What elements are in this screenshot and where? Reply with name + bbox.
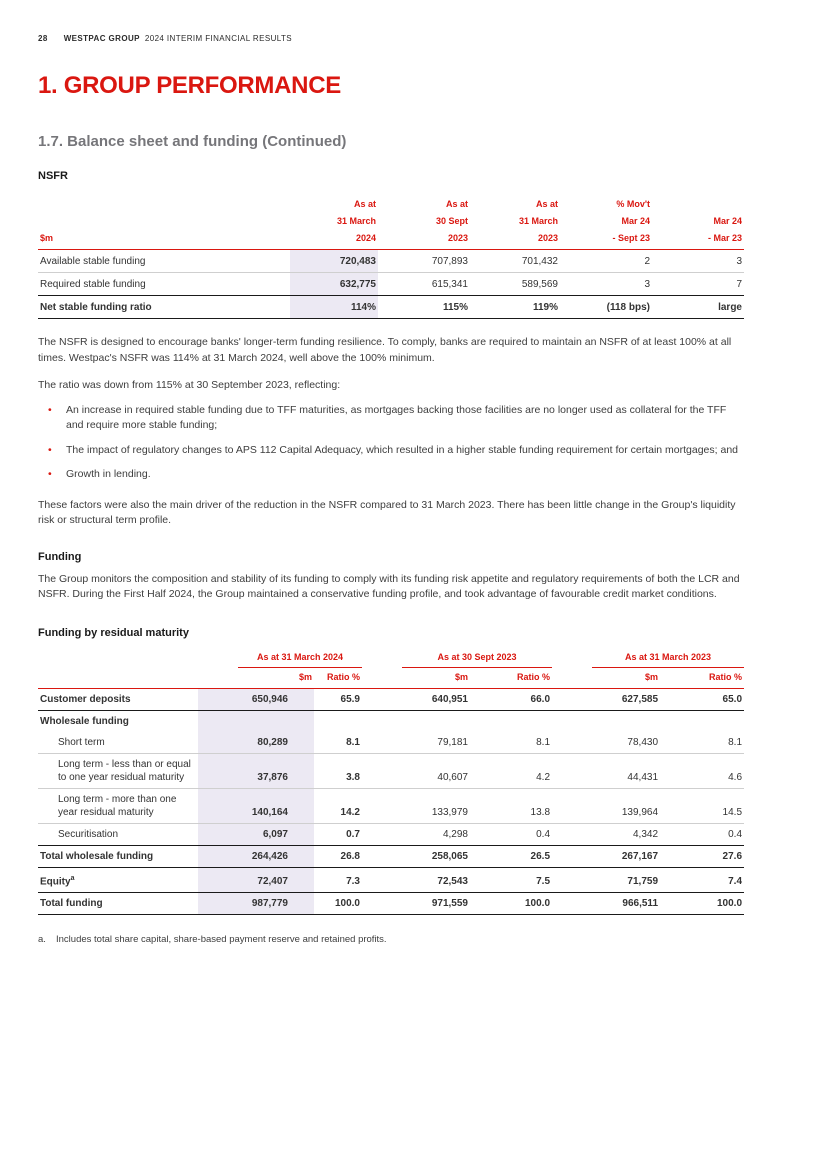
value-cell: 3 bbox=[736, 255, 742, 267]
list-item bbox=[38, 467, 744, 483]
value-cell: 139,964 bbox=[621, 806, 659, 818]
footnote-marker: a bbox=[70, 874, 75, 882]
value-cell: 0.4 bbox=[536, 828, 551, 840]
value-cell: 100.0 bbox=[334, 897, 360, 909]
total-row bbox=[38, 845, 744, 867]
value-cell: 0.4 bbox=[728, 828, 743, 840]
empty-header-cell bbox=[38, 213, 290, 230]
value-cell: 8.1 bbox=[346, 736, 360, 748]
empty-cell bbox=[470, 710, 552, 732]
value-cell: 7.4 bbox=[728, 875, 743, 887]
value-cell: 650,946 bbox=[198, 688, 314, 710]
col-header: 31 March bbox=[336, 216, 376, 226]
value-cell: 4,298 bbox=[442, 828, 468, 840]
sub-header: Ratio % bbox=[709, 671, 743, 682]
value-cell: 4.6 bbox=[728, 771, 743, 783]
value-cell: 115% bbox=[442, 301, 468, 313]
empty-cell bbox=[552, 710, 660, 732]
nsfr-heading: NSFR bbox=[38, 170, 68, 182]
table-row bbox=[38, 688, 744, 710]
nsfr-paragraph-2: The ratio was down from 115% at 30 September 2023, reflecting: bbox=[38, 379, 341, 391]
col-header: - Mar 23 bbox=[707, 233, 742, 243]
value-cell: 0.7 bbox=[346, 828, 360, 840]
value-cell: 100.0 bbox=[524, 897, 551, 909]
row-label: Available stable funding bbox=[40, 255, 146, 267]
section-header-row bbox=[38, 710, 744, 732]
sub-header: Ratio % bbox=[326, 671, 360, 682]
value-cell: 44,431 bbox=[627, 771, 659, 783]
col-header: 2024 bbox=[355, 233, 376, 243]
nsfr-paragraph-3: These factors were also the main driver of the reduction in the NSFR compared to 31 March 2023. There has been little change in the Group's liquidity risk or structural term profile. bbox=[38, 498, 736, 526]
row-label: Long term - less than or equal to one year residual maturity bbox=[58, 758, 191, 783]
sub-header: Ratio % bbox=[517, 671, 551, 682]
table-row bbox=[38, 250, 744, 273]
value-cell: 267,167 bbox=[621, 850, 659, 862]
value-cell: 627,585 bbox=[621, 693, 659, 705]
nsfr-table bbox=[38, 196, 744, 319]
sub-header: $m bbox=[454, 671, 468, 682]
group-header-label: As at 31 March 2024 bbox=[238, 649, 362, 668]
value-cell: 720,483 bbox=[290, 250, 378, 273]
row-label: Total funding bbox=[40, 897, 103, 909]
col-header: Mar 24 bbox=[713, 216, 742, 226]
table-row bbox=[38, 732, 744, 754]
value-cell: 3 bbox=[644, 278, 650, 290]
value-cell: 14.5 bbox=[722, 806, 743, 818]
col-header: 2023 bbox=[537, 233, 558, 243]
bullet-list bbox=[38, 403, 744, 483]
empty-cell bbox=[660, 710, 744, 732]
row-label: Short term bbox=[58, 736, 105, 748]
group-header-row bbox=[38, 649, 744, 668]
row-label: Long term - more than one year residual maturity bbox=[58, 793, 177, 818]
value-cell: 140,164 bbox=[198, 788, 314, 823]
footnote bbox=[38, 933, 744, 946]
group-header bbox=[362, 649, 552, 668]
value-cell: 258,065 bbox=[431, 850, 468, 862]
value-cell: 100.0 bbox=[716, 897, 743, 909]
value-cell: 27.6 bbox=[722, 850, 743, 862]
footnote-marker: a. bbox=[38, 933, 46, 945]
col-header: 30 Sept bbox=[435, 216, 468, 226]
value-cell: 6,097 bbox=[198, 823, 314, 845]
running-header bbox=[38, 34, 744, 43]
value-cell: 4,342 bbox=[632, 828, 659, 840]
row-label: Customer deposits bbox=[40, 693, 131, 705]
sub-header: $m bbox=[645, 671, 659, 682]
col-header: 31 March bbox=[518, 216, 558, 226]
value-cell: 71,759 bbox=[627, 875, 659, 887]
sub-header-row bbox=[38, 668, 744, 689]
value-cell: 264,426 bbox=[198, 845, 314, 867]
funding-heading: Funding bbox=[38, 550, 82, 563]
value-cell: 632,775 bbox=[290, 273, 378, 296]
value-cell: 14.2 bbox=[340, 806, 360, 818]
nsfr-header-row-1 bbox=[38, 196, 744, 213]
row-label: Wholesale funding bbox=[40, 715, 129, 727]
bullet-text: An increase in required stable funding due to TFF maturities, as mortgages backing those facilities are no longer used as collateral for the TFF and require more stable funding; bbox=[66, 403, 727, 431]
empty-header-cell bbox=[38, 649, 198, 668]
empty-cell bbox=[314, 710, 362, 732]
col-header: Mar 24 bbox=[621, 216, 650, 226]
value-cell: 78,430 bbox=[627, 736, 659, 748]
row-label: Securitisation bbox=[58, 828, 119, 840]
value-cell: 615,341 bbox=[431, 278, 468, 290]
value-cell: 72,407 bbox=[198, 867, 314, 892]
table-row bbox=[38, 867, 744, 892]
value-cell: 26.8 bbox=[340, 850, 360, 862]
value-cell: 72,543 bbox=[437, 875, 468, 887]
group-header bbox=[552, 649, 744, 668]
col-header: As at bbox=[353, 199, 376, 209]
col-header: % Mov't bbox=[616, 199, 650, 209]
section-subtitle: 1.7. Balance sheet and funding (Continued) bbox=[38, 133, 347, 150]
value-cell: 589,569 bbox=[521, 278, 558, 290]
value-cell: 971,559 bbox=[431, 897, 468, 909]
value-cell: 37,876 bbox=[198, 753, 314, 788]
col-header: 2023 bbox=[447, 233, 468, 243]
row-label bbox=[38, 867, 198, 892]
unit-header: $m bbox=[40, 233, 54, 243]
row-label: Required stable funding bbox=[40, 278, 146, 290]
value-cell: 8.1 bbox=[728, 736, 743, 748]
total-row bbox=[38, 892, 744, 914]
group-header bbox=[198, 649, 362, 668]
empty-cell bbox=[362, 710, 470, 732]
bullet-text: The impact of regulatory changes to APS 112 Capital Adequacy, which resulted in a higher stable funding requirement for certain mortgages; and bbox=[66, 443, 739, 456]
table-row bbox=[38, 823, 744, 845]
value-cell: 65.9 bbox=[340, 693, 360, 705]
col-header bbox=[652, 196, 744, 213]
page-number: 28 bbox=[38, 34, 48, 43]
doc-title: 2024 INTERIM FINANCIAL RESULTS bbox=[144, 34, 293, 43]
value-cell: 114% bbox=[290, 296, 378, 319]
value-cell: 987,779 bbox=[198, 892, 314, 914]
table-row bbox=[38, 788, 744, 823]
value-cell: 66.0 bbox=[530, 693, 551, 705]
nsfr-header-row-2 bbox=[38, 213, 744, 230]
value-cell: 7 bbox=[736, 278, 742, 290]
bullet-text: Growth in lending. bbox=[66, 468, 151, 480]
col-header: - Sept 23 bbox=[612, 233, 650, 243]
bullet-icon: • bbox=[48, 468, 52, 480]
nsfr-paragraph-1: The NSFR is designed to encourage banks' longer-term funding resilience. To comply, banks are required to maintain an NSFR of at least 100% at all times. Westpac's NSFR was 114% at 31 March 2024, well above the 100% minimum. bbox=[38, 336, 732, 364]
value-cell: (118 bps) bbox=[606, 301, 650, 313]
value-cell: 701,432 bbox=[521, 255, 558, 267]
value-cell: 119% bbox=[532, 301, 558, 313]
sub-header: $m bbox=[298, 671, 312, 682]
total-row bbox=[38, 296, 744, 319]
org-name: WESTPAC GROUP bbox=[63, 34, 140, 43]
bullet-icon: • bbox=[48, 443, 52, 456]
row-label: Net stable funding ratio bbox=[40, 301, 152, 313]
value-cell: 40,607 bbox=[437, 771, 468, 783]
value-cell: 966,511 bbox=[622, 897, 659, 909]
bullet-icon: • bbox=[48, 403, 52, 416]
value-cell: 79,181 bbox=[437, 736, 468, 748]
row-label-text: Equity bbox=[40, 875, 71, 887]
value-cell: 133,979 bbox=[431, 806, 468, 818]
empty-header-cell bbox=[38, 196, 290, 213]
col-header: As at bbox=[535, 199, 558, 209]
value-cell: 8.1 bbox=[536, 736, 551, 748]
col-header: As at bbox=[445, 199, 468, 209]
empty-header-cell bbox=[38, 668, 198, 689]
row-label: Total wholesale funding bbox=[40, 850, 154, 862]
value-cell: 65.0 bbox=[722, 693, 743, 705]
value-cell: 80,289 bbox=[198, 732, 314, 754]
value-cell: 2 bbox=[644, 255, 650, 267]
value-cell: 26.5 bbox=[530, 850, 551, 862]
list-item bbox=[38, 403, 744, 434]
value-cell: 3.8 bbox=[346, 771, 360, 783]
value-cell: 707,893 bbox=[431, 255, 468, 267]
value-cell: 13.8 bbox=[530, 806, 551, 818]
footnote-text: Includes total share capital, share-based payment reserve and retained profits. bbox=[56, 933, 387, 945]
empty-cell bbox=[198, 710, 314, 732]
group-header-label: As at 31 March 2023 bbox=[592, 649, 744, 668]
funding-maturity-table bbox=[38, 649, 744, 915]
value-cell: 640,951 bbox=[431, 693, 468, 705]
value-cell: 4.2 bbox=[536, 771, 551, 783]
nsfr-header-row-3 bbox=[38, 230, 744, 250]
funding-paragraph: The Group monitors the composition and stability of its funding to comply with its funding risk appetite and regulatory requirements of both the LCR and NSFR. During the First Half 2024, the Group maintained a conservative funding profile, and took advantage of favourable credit market conditions. bbox=[38, 572, 740, 600]
table-row bbox=[38, 753, 744, 788]
value-cell: 7.3 bbox=[346, 875, 360, 887]
group-header-label: As at 30 Sept 2023 bbox=[402, 649, 552, 668]
value-cell: 7.5 bbox=[536, 875, 551, 887]
maturity-heading: Funding by residual maturity bbox=[38, 626, 189, 639]
table-row bbox=[38, 273, 744, 296]
section-title: 1. GROUP PERFORMANCE bbox=[38, 72, 341, 99]
list-item bbox=[38, 443, 744, 459]
value-cell: large bbox=[718, 301, 742, 313]
